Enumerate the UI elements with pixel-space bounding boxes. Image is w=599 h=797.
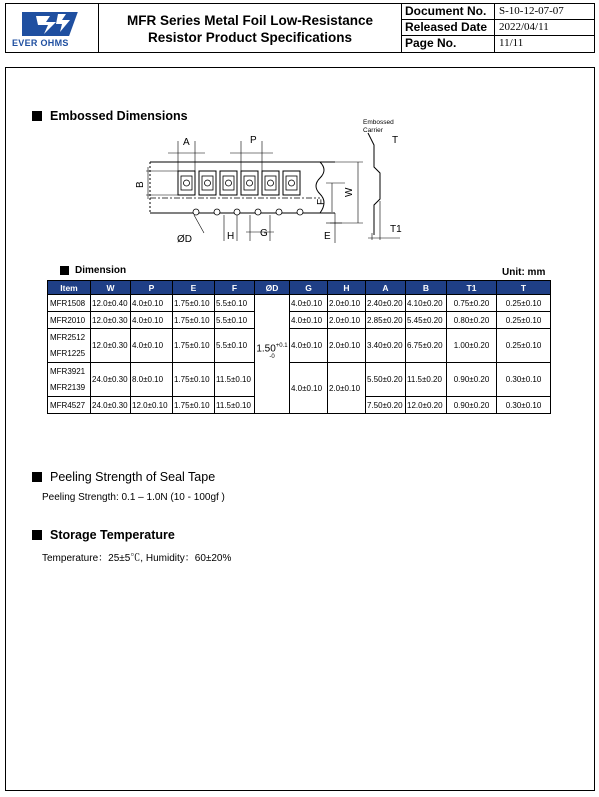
p-cell: 12.0±0.10 — [131, 397, 173, 414]
doc-no-row — [402, 4, 595, 20]
header-G: G — [290, 281, 328, 295]
header-phiD: ØD — [255, 281, 290, 295]
header-H: H — [328, 281, 366, 295]
t1-cell: 1.00±0.20 — [447, 329, 497, 363]
header-P: P — [131, 281, 173, 295]
t1-cell: 0.75±0.20 — [447, 295, 497, 312]
document-meta — [402, 4, 595, 52]
embossed-tape-drawing — [130, 115, 420, 250]
bullet-square-icon — [32, 111, 42, 121]
item-cell: MFR2139 — [48, 380, 91, 397]
label-P: P — [250, 135, 257, 146]
e-cell: 1.75±0.10 — [173, 295, 215, 312]
label-F: F — [316, 198, 327, 205]
t1-cell: 0.90±0.20 — [447, 397, 497, 414]
company-logo — [6, 4, 99, 52]
peeling-text: Peeling Strength: 0.1 – 1.0N (10 - 100gf ) — [42, 492, 225, 503]
e-cell: 1.75±0.10 — [173, 329, 215, 363]
g-cell: 4.0±0.10 — [290, 329, 328, 363]
label-G: G — [260, 228, 268, 239]
f-cell: 11.5±0.10 — [215, 363, 255, 397]
header-B: B — [406, 281, 447, 295]
f-cell: 5.5±0.10 — [215, 329, 255, 363]
a-cell: 7.50±0.20 — [366, 397, 406, 414]
g-cell: 4.0±0.10 — [290, 312, 328, 329]
f-cell: 5.5±0.10 — [215, 312, 255, 329]
label-embossed: Embossed — [363, 119, 394, 126]
f-cell: 5.5±0.10 — [215, 295, 255, 312]
w-cell: 24.0±0.30 — [91, 397, 131, 414]
page-label: Page No. — [402, 36, 495, 52]
dimension-table-title: Dimension — [60, 265, 126, 276]
phiD-value: 1.50 — [256, 343, 276, 354]
label-carrier: Carrier — [363, 127, 383, 134]
b-cell: 6.75±0.20 — [406, 329, 447, 363]
label-E: E — [324, 231, 331, 242]
bullet-square-icon — [32, 530, 42, 540]
a-cell: 3.40±0.20 — [366, 329, 406, 363]
p-cell: 8.0±0.10 — [131, 363, 173, 397]
phiD-sup: +0.1 — [275, 342, 288, 349]
peeling-heading: Peeling Strength of Seal Tape — [32, 470, 215, 484]
item-cell: MFR1225 — [48, 346, 91, 363]
g-cell: 4.0±0.10 — [290, 295, 328, 312]
item-cell: MFR2512 — [48, 329, 91, 346]
bullet-square-icon — [60, 266, 69, 275]
label-B: B — [135, 181, 146, 188]
w-cell: 12.0±0.30 — [91, 329, 131, 363]
embossed-heading: Embossed Dimensions — [32, 109, 188, 123]
storage-text: Temperature：25±5℃, Humidity：60±20% — [42, 553, 232, 564]
doc-no-value: S-10-12-07-07 — [499, 5, 564, 17]
header-item: Item — [48, 281, 91, 295]
b-cell: 11.5±0.20 — [406, 363, 447, 397]
released-value: 2022/04/11 — [499, 21, 549, 33]
table-header-row — [48, 281, 551, 295]
page-row — [402, 36, 595, 52]
t-cell: 0.25±0.10 — [497, 329, 551, 363]
w-cell: 12.0±0.40 — [91, 295, 131, 312]
e-cell: 1.75±0.10 — [173, 312, 215, 329]
item-cell: MFR3921 — [48, 363, 91, 380]
t-cell: 0.25±0.10 — [497, 312, 551, 329]
label-W: W — [344, 187, 355, 197]
bullet-square-icon — [32, 472, 42, 482]
label-T: T — [392, 135, 399, 146]
w-cell: 24.0±0.30 — [91, 363, 131, 397]
logo-text: EVER OHMS — [12, 38, 69, 48]
unit-label: Unit: mm — [502, 267, 546, 278]
ever-ohms-logo-icon — [22, 6, 82, 38]
g-cell: 4.0±0.10 — [290, 363, 328, 414]
a-cell: 5.50±0.20 — [366, 363, 406, 397]
t-cell: 0.30±0.10 — [497, 363, 551, 397]
label-T1: T1 — [390, 224, 402, 235]
item-cell: MFR1508 — [48, 295, 91, 312]
header-F: F — [215, 281, 255, 295]
title-line-2: Resistor Product Specifications — [147, 30, 353, 45]
h-cell: 2.0±0.10 — [328, 312, 366, 329]
e-cell: 1.75±0.10 — [173, 363, 215, 397]
t-cell: 0.30±0.10 — [497, 397, 551, 414]
table-row — [48, 329, 551, 346]
label-H: H — [227, 231, 235, 242]
p-cell: 4.0±0.10 — [131, 295, 173, 312]
phiD-sub: -0 — [269, 354, 275, 360]
released-row — [402, 20, 595, 36]
h-cell: 2.0±0.10 — [328, 363, 366, 414]
header-A: A — [366, 281, 406, 295]
document-header — [5, 3, 595, 53]
b-cell: 12.0±0.20 — [406, 397, 447, 414]
label-A: A — [183, 137, 190, 148]
header-W: W — [91, 281, 131, 295]
phiD-cell — [255, 295, 290, 414]
a-cell: 2.85±0.20 — [366, 312, 406, 329]
document-title — [99, 4, 402, 52]
title-line-1: MFR Series Metal Foil Low-Resistance — [126, 13, 374, 28]
header-T: T — [497, 281, 551, 295]
b-cell: 5.45±0.20 — [406, 312, 447, 329]
storage-heading: Storage Temperature — [32, 528, 175, 542]
e-cell: 1.75±0.10 — [173, 397, 215, 414]
b-cell: 4.10±0.20 — [406, 295, 447, 312]
dimension-table — [47, 280, 551, 414]
released-label: Released Date — [402, 20, 495, 35]
t1-cell: 0.80±0.20 — [447, 312, 497, 329]
table-row — [48, 312, 551, 329]
header-T1: T1 — [447, 281, 497, 295]
f-cell: 11.5±0.10 — [215, 397, 255, 414]
p-cell: 4.0±0.10 — [131, 312, 173, 329]
a-cell: 2.40±0.20 — [366, 295, 406, 312]
label-phiD: ØD — [177, 234, 192, 245]
page-value: 11/11 — [499, 37, 524, 49]
table-row — [48, 363, 551, 380]
h-cell: 2.0±0.10 — [328, 329, 366, 363]
doc-no-label: Document No. — [402, 4, 495, 19]
t-cell: 0.25±0.10 — [497, 295, 551, 312]
h-cell: 2.0±0.10 — [328, 295, 366, 312]
w-cell: 12.0±0.30 — [91, 312, 131, 329]
table-row — [48, 295, 551, 312]
item-cell: MFR2010 — [48, 312, 91, 329]
p-cell: 4.0±0.10 — [131, 329, 173, 363]
item-cell: MFR4527 — [48, 397, 91, 414]
header-E: E — [173, 281, 215, 295]
t1-cell: 0.90±0.20 — [447, 363, 497, 397]
